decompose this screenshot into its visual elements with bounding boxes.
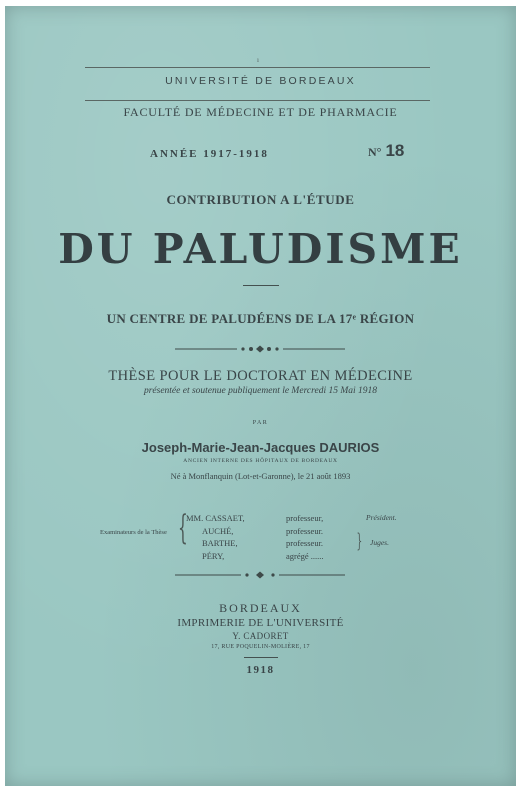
defense-date: présentée et soutenue publiquement le Mercredi 15 Mai 1918 xyxy=(143,386,378,396)
footer-rule xyxy=(244,657,278,658)
printer-address: 17, RUE POQUELIN-MOLIÈRE, 17 xyxy=(211,644,310,650)
examiners-roles xyxy=(286,512,324,562)
publication-year: 1918 xyxy=(246,664,275,676)
author-title: ANCIEN INTERNE DES HÔPITAUX DE BORDEAUX xyxy=(183,458,338,464)
author-birth: Né à Monflanquin (Lot-et-Garonne), le 21 août 1893 xyxy=(170,471,351,481)
examiner-role: professeur. xyxy=(286,538,324,548)
examiner-role: agrégé ...... xyxy=(286,550,324,561)
thesis-number-value: 18 xyxy=(385,141,405,160)
thesis-heading: THÈSE POUR LE DOCTORAT EN MÉDECINE xyxy=(108,368,413,384)
examiners-label: Examinateurs de la Thèse xyxy=(100,529,167,536)
examiners-functions xyxy=(366,512,397,550)
thesis-number-prefix: N° xyxy=(368,145,382,159)
examiner-role: professeur. xyxy=(286,525,324,536)
title-prefix: CONTRIBUTION A L'ÉTUDE xyxy=(166,192,355,207)
header-rule-bottom xyxy=(85,100,430,101)
ornament-divider xyxy=(175,345,345,353)
by-label: PAR xyxy=(252,420,269,426)
examiner-name: PÉRY, xyxy=(202,550,225,561)
decorative-mark: ı xyxy=(257,56,259,64)
academic-year: ANNÉE 1917-1918 xyxy=(150,148,269,160)
author-name: Joseph-Marie-Jean-Jacques DAURIOS xyxy=(141,440,380,455)
examiner-name: BARTHE, xyxy=(202,538,238,548)
title-rule xyxy=(243,285,279,286)
printer-name: Y. CADORET xyxy=(232,631,289,641)
president-label: Président. xyxy=(366,513,397,522)
header-rule-top xyxy=(85,67,430,68)
publisher-city: BORDEAUX xyxy=(219,601,302,615)
faculty-name: FACULTÉ DE MÉDECINE ET DE PHARMACIE xyxy=(123,105,398,119)
publisher-name: IMPRIMERIE DE L'UNIVERSITÉ xyxy=(177,617,344,629)
examiner-name: AUCHÉ, xyxy=(202,525,234,536)
main-title: DU PALUDISME xyxy=(58,225,463,273)
ornament-divider-bottom xyxy=(175,571,345,579)
judges-label: Juges. xyxy=(370,538,389,547)
examiners-brace: { xyxy=(177,508,188,548)
examiners-names xyxy=(186,512,245,562)
university-name: UNIVERSITÉ DE BORDEAUX xyxy=(165,75,356,87)
judges-brace: } xyxy=(356,528,363,552)
examiner-role: professeur, xyxy=(286,513,324,523)
examiner-name: MM. CASSAET, xyxy=(186,513,245,523)
subtitle: UN CENTRE DE PALUDÉENS DE LA 17ᵉ RÉGION xyxy=(106,311,415,326)
thesis-number xyxy=(368,141,404,161)
